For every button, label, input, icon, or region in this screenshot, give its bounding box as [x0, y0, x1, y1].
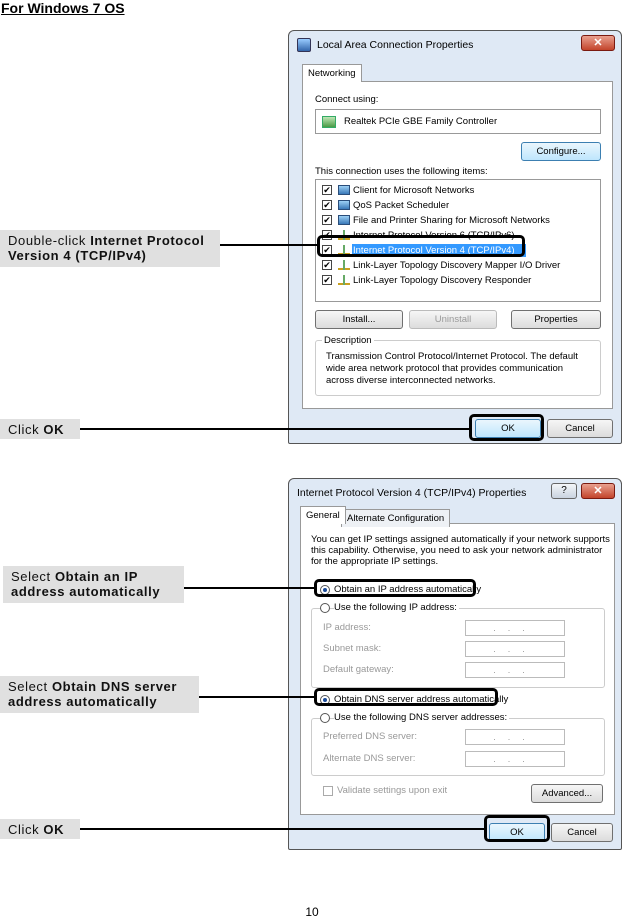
- configure-button[interactable]: Configure...: [521, 142, 601, 161]
- callout-click-ok-1: [0, 419, 80, 439]
- items-label: This connection uses the following items:: [315, 166, 488, 177]
- uninstall-button: Uninstall: [409, 310, 497, 329]
- callout-select-ip: [3, 566, 184, 603]
- client-icon: [338, 185, 350, 195]
- leader-line: [199, 696, 315, 698]
- intro-line: You can get IP settings assigned automatically if your network supports: [311, 534, 610, 545]
- item-checkbox[interactable]: ✔: [323, 260, 331, 270]
- install-button[interactable]: Install...: [315, 310, 403, 329]
- item-label: Internet Protocol Version 4 (TCP/IPv4): [353, 245, 515, 256]
- page-heading: For Windows 7 OS: [1, 0, 125, 16]
- close-button[interactable]: ✕: [581, 483, 615, 499]
- dialog-title: Local Area Connection Properties: [317, 39, 474, 51]
- item-label: Link-Layer Topology Discovery Responder: [353, 275, 532, 286]
- service-icon: [338, 215, 350, 225]
- callout-text: Select: [11, 569, 55, 584]
- tab-alternate-configuration[interactable]: Alternate Configuration: [341, 509, 450, 527]
- highlight-ring-ipv4: [317, 235, 525, 257]
- callout-text: Click: [8, 822, 44, 837]
- description-line: across diverse interconnected networks.: [326, 375, 496, 386]
- highlight-ring-obtain-dns: [314, 688, 498, 706]
- item-label: Link-Layer Topology Discovery Mapper I/O Driver: [353, 260, 561, 271]
- list-item[interactable]: [316, 213, 600, 228]
- item-checkbox[interactable]: ✔: [323, 185, 331, 195]
- alternate-dns-label: Alternate DNS server:: [323, 753, 416, 764]
- item-checkbox[interactable]: ✔: [323, 275, 331, 285]
- item-checkbox[interactable]: ✔: [323, 200, 331, 210]
- description-line: wide area network protocol that provides communication: [326, 363, 564, 374]
- use-ip-radio[interactable]: [320, 603, 330, 613]
- callout-bold: OK: [43, 422, 65, 437]
- help-button[interactable]: ?: [551, 483, 577, 499]
- item-label: QoS Packet Scheduler: [353, 200, 450, 211]
- description-label: Description: [324, 335, 372, 346]
- obtain-ip-label[interactable]: Obtain an IP address automatically: [334, 584, 482, 595]
- general-panel: [300, 523, 615, 815]
- tab-general[interactable]: General: [300, 506, 346, 524]
- callout-double-click: [0, 230, 220, 267]
- close-button[interactable]: ✕: [581, 35, 615, 51]
- preferred-dns-field: ...: [465, 729, 565, 745]
- cancel-button[interactable]: Cancel: [547, 419, 613, 438]
- subnet-mask-field: ...: [465, 641, 565, 657]
- item-checkbox[interactable]: ✔: [323, 230, 331, 240]
- list-item[interactable]: [316, 183, 600, 198]
- ok-button[interactable]: OK: [475, 419, 541, 438]
- adapter-name: Realtek PCIe GBE Family Controller: [344, 116, 498, 127]
- dialog-title-bar: [297, 35, 473, 55]
- description-line: Transmission Control Protocol/Internet Protocol. The default: [326, 351, 578, 362]
- validate-label: Validate settings upon exit: [337, 785, 448, 796]
- callout-bold: Obtain an IP address automatically: [11, 569, 161, 599]
- intro-line: for the appropriate IP settings.: [311, 556, 439, 567]
- highlight-ring-ok-1: [469, 414, 544, 441]
- obtain-dns-label[interactable]: Obtain DNS server address automatically: [334, 694, 509, 705]
- connect-using-label: Connect using:: [315, 94, 379, 105]
- tab-networking[interactable]: Networking: [302, 64, 362, 82]
- protocol-icon: [338, 275, 350, 285]
- alternate-dns-field: ...: [465, 751, 565, 767]
- callout-bold: OK: [43, 822, 65, 837]
- list-item[interactable]: [316, 198, 600, 213]
- item-label: File and Printer Sharing for Microsoft Networks: [353, 215, 550, 226]
- dialog-title-bar: [297, 483, 526, 503]
- network-icon: [297, 38, 311, 52]
- list-item[interactable]: [316, 258, 600, 273]
- ip-address-label: IP address:: [323, 622, 371, 633]
- highlight-ring-ok-2: [484, 815, 550, 842]
- callout-text: Click: [8, 422, 44, 437]
- item-label: Internet Protocol Version 6 (TCP/IPv6): [353, 230, 515, 241]
- default-gateway-field: ...: [465, 662, 565, 678]
- use-dns-label[interactable]: Use the following DNS server addresses:: [334, 712, 508, 723]
- properties-button[interactable]: Properties: [511, 310, 601, 329]
- callout-bold: Obtain DNS server address automatically: [8, 679, 178, 709]
- cancel-button[interactable]: Cancel: [551, 823, 613, 842]
- dns-group: [311, 718, 605, 776]
- network-adapter-icon: [322, 116, 336, 128]
- leader-line: [220, 244, 319, 246]
- ip-address-field: ...: [465, 620, 565, 636]
- callout-text: Double-click: [8, 233, 91, 248]
- item-checkbox[interactable]: ✔: [323, 215, 331, 225]
- description-group: [315, 335, 601, 396]
- callout-click-ok-2: [0, 819, 80, 839]
- callout-select-dns: [0, 676, 199, 713]
- item-label: Client for Microsoft Networks: [353, 185, 475, 196]
- dialog-title: Internet Protocol Version 4 (TCP/IPv4) Properties: [297, 487, 527, 499]
- ok-button[interactable]: OK: [489, 823, 545, 842]
- item-checkbox[interactable]: ✔: [323, 245, 331, 255]
- leader-line: [80, 828, 485, 830]
- callout-bold: Internet Protocol Version 4 (TCP/IPv4): [8, 233, 205, 263]
- highlight-ring-obtain-ip: [314, 579, 476, 597]
- default-gateway-label: Default gateway:: [323, 664, 394, 675]
- subnet-mask-label: Subnet mask:: [323, 643, 382, 654]
- list-item[interactable]: [316, 273, 600, 288]
- intro-line: this capability. Otherwise, you need to ask your network administrator: [311, 545, 603, 556]
- advanced-button[interactable]: Advanced...: [531, 784, 603, 803]
- validate-checkbox: [323, 786, 333, 796]
- use-ip-label[interactable]: Use the following IP address:: [334, 602, 457, 613]
- protocol-icon: [338, 260, 350, 270]
- ipv4-properties-dialog: [288, 478, 622, 850]
- adapter-box: [315, 109, 601, 134]
- leader-line: [80, 428, 470, 430]
- preferred-dns-label: Preferred DNS server:: [323, 731, 417, 742]
- service-icon: [338, 200, 350, 210]
- leader-line: [184, 587, 315, 589]
- page-number: 10: [305, 905, 319, 919]
- use-dns-radio[interactable]: [320, 713, 330, 723]
- callout-text: Select: [8, 679, 52, 694]
